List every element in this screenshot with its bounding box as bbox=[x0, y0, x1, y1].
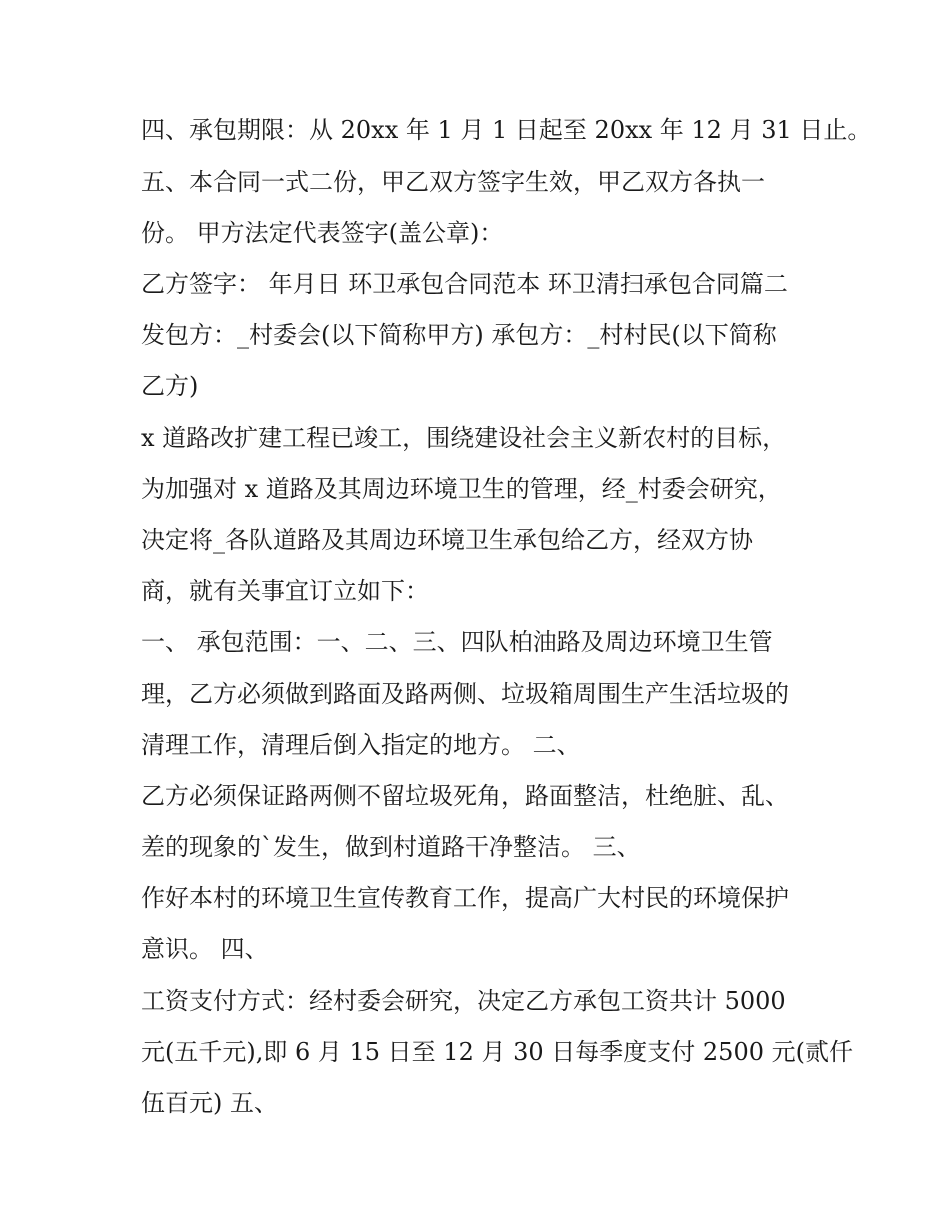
preamble-line: 为加强对 x 道路及其周边环境卫生的管理，经_村委会研究， bbox=[141, 475, 782, 503]
scope-clause-line: 清理工作，清理后倒入指定的地方。 二、 bbox=[141, 731, 581, 759]
preamble-line: 决定将_各队道路及其周边环境卫生承包给乙方，经双方协 bbox=[141, 526, 753, 554]
preamble-line: x 道路改扩建工程已竣工，围绕建设社会主义新农村的目标， bbox=[141, 424, 787, 452]
copies-clause: 五、本合同一式二份，甲乙双方签字生效，甲乙双方各执一 bbox=[141, 168, 765, 196]
payment-clause-line: 伍百元) 五、 bbox=[141, 1089, 278, 1117]
parties-line: 发包方：_村委会(以下简称甲方) 承包方：_村村民(以下简称 bbox=[141, 321, 777, 349]
education-clause-line: 意识。 四、 bbox=[141, 935, 269, 963]
scope-clause-line: 一、 承包范围：一、二、三、四队柏油路及周边环境卫生管 bbox=[141, 628, 773, 656]
payment-clause-line: 工资支付方式：经村委会研究，决定乙方承包工资共计 5000 bbox=[141, 987, 786, 1015]
parties-line-cont: 乙方) bbox=[141, 372, 199, 400]
education-clause-line: 作好本村的环境卫生宣传教育工作，提高广大村民的环境保护 bbox=[141, 884, 789, 912]
party-a-signature-line: 份。 甲方法定代表签字(盖公章)： bbox=[141, 219, 504, 247]
payment-clause-line: 元(五千元),即 6 月 15 日至 12 月 30 日每季度支付 2500 元(贰仟 bbox=[141, 1038, 853, 1066]
preamble-line: 商，就有关事宜订立如下： bbox=[141, 577, 429, 605]
party-b-signature-heading-line: 乙方签字： 年月日 环卫承包合同范本 环卫清扫承包合同篇二 bbox=[141, 270, 788, 298]
contract-term-clause: 四、承包期限：从 20xx 年 1 月 1 日起至 20xx 年 12 月 31 日止。 bbox=[141, 116, 872, 144]
cleanliness-clause-line: 乙方必须保证路两侧不留垃圾死角，路面整洁，杜绝脏、乱、 bbox=[141, 782, 789, 810]
scope-clause-line: 理，乙方必须做到路面及路两侧、垃圾箱周围生产生活垃圾的 bbox=[141, 680, 789, 708]
cleanliness-clause-line: 差的现象的`发生，做到村道路干净整洁。 三、 bbox=[141, 833, 641, 861]
